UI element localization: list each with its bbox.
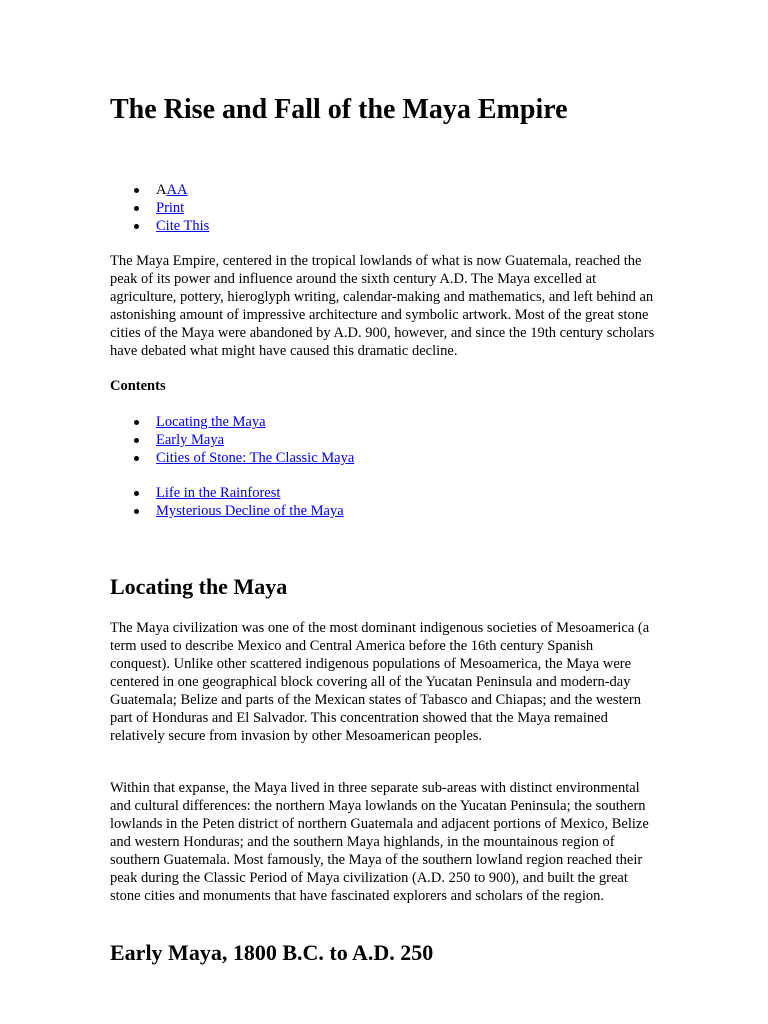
- list-item: [110, 431, 354, 449]
- contents-link-rainforest[interactable]: Life in the Rainforest: [156, 485, 281, 501]
- page-title: The Rise and Fall of the Maya Empire: [110, 94, 568, 125]
- font-size-prefix: A: [156, 182, 167, 198]
- list-item: [110, 217, 209, 235]
- contents-list: [110, 413, 354, 467]
- section-heading: Early Maya, 1800 B.C. to A.D. 250: [110, 940, 434, 965]
- font-size-link[interactable]: AA: [166, 182, 188, 198]
- print-link[interactable]: Print: [156, 200, 185, 216]
- section-paragraph: The Maya civilization was one of the most dominant indigenous societies of Mesoamerica (a term used to describe Mexico and Central America before the 16th century Spanish conquest). Unlike other scattered indigenous populations of Mesoamerica, the Maya were centered in one geographical block covering all of the Yucatan Peninsula and modern-day Guatemala; Belize and parts of the Mexican states of Tabasco and Chiapas; and the western part of Honduras and El Salvador. This concentration showed that the Maya remained relatively secure from invasion by other Mesoamerican peoples.: [110, 620, 650, 744]
- contents-link-cities-of-stone[interactable]: Cities of Stone: The Classic Maya: [156, 450, 355, 466]
- section-paragraph: Within that expanse, the Maya lived in three separate sub-areas with distinct environmental and cultural differences: the northern Maya lowlands on the Yucatan Peninsula; the southern lowlands in the Peten district of northern Guatemala and adjacent portions of Mexico, Belize and western Honduras; and the southern Maya highlands, in the mountainous region of southern Guatemala. Most famously, the Maya of the southern lowland region reached their peak during the Classic Period of Maya civilization (A.D. 250 to 900), and built the great stone cities and monuments that have fascinated explorers and scholars of the region.: [110, 780, 649, 904]
- section-heading: Locating the Maya: [110, 574, 288, 599]
- contents-link-locating[interactable]: Locating the Maya: [156, 414, 266, 430]
- contents-link-early-maya[interactable]: Early Maya: [156, 432, 225, 448]
- list-item: [110, 181, 209, 199]
- contents-link-decline[interactable]: Mysterious Decline of the Maya: [156, 503, 344, 519]
- list-item: [110, 484, 344, 502]
- list-item: [110, 502, 344, 520]
- contents-list-continued: [110, 484, 344, 520]
- article-tools-list: [110, 181, 209, 235]
- list-item: [110, 413, 354, 431]
- intro-paragraph: The Maya Empire, centered in the tropical lowlands of what is now Guatemala, reached the peak of its power and influence around the sixth century A.D. The Maya excelled at agriculture, pottery, hieroglyph writing, calendar-making and mathematics, and left behind an astonishing amount of impressive architecture and symbolic artwork. Most of the great stone cities of the Maya were abandoned by A.D. 900, however, and since the 19th century scholars have debated what might have caused this dramatic decline.: [110, 253, 655, 359]
- list-item: [110, 199, 209, 217]
- cite-this-link[interactable]: Cite This: [156, 218, 210, 234]
- list-item: [110, 449, 354, 467]
- contents-label: Contents: [110, 378, 166, 394]
